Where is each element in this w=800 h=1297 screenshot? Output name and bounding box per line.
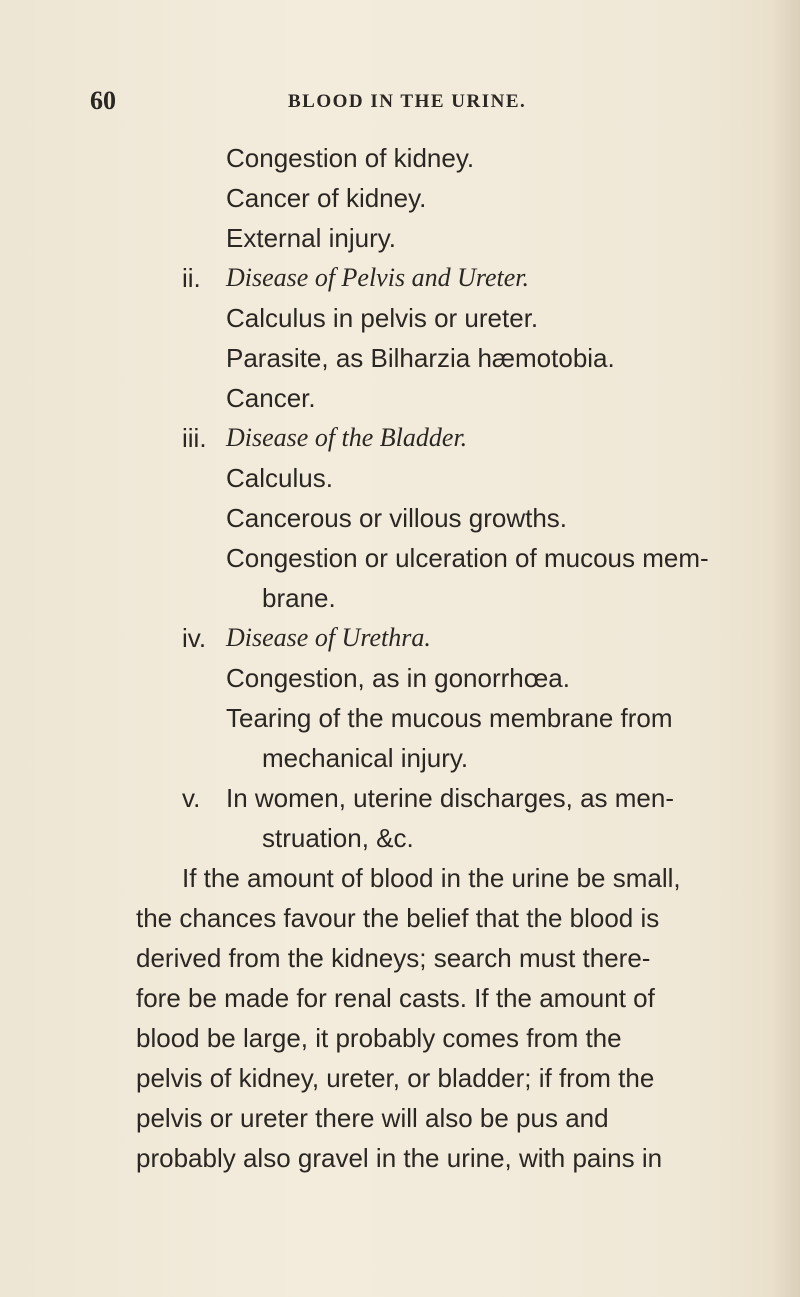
list-line: Calculus in pelvis or ureter. (226, 303, 539, 333)
paragraph-line: blood be large, it probably comes from the (136, 1023, 622, 1053)
list-number: ii. (182, 263, 201, 293)
list-line: Parasite, as Bilharzia hæmotobia. (226, 343, 615, 373)
paragraph-line: derived from the kidneys; search must there- (136, 943, 651, 973)
running-head-title: BLOOD IN THE URINE. (288, 91, 527, 112)
list-line: Congestion or ulceration of mucous mem- (226, 543, 709, 573)
paragraph-line: fore be made for renal casts. If the amount of (136, 983, 655, 1013)
paragraph-line: pelvis of kidney, ureter, or bladder; if from the (136, 1063, 655, 1093)
list-number: iii. (182, 423, 207, 453)
paragraph-line: probably also gravel in the urine, with pains in (136, 1143, 663, 1173)
section-heading: Disease of the Bladder. (226, 423, 468, 452)
list-line: mechanical injury. (262, 743, 469, 773)
list-line: brane. (262, 583, 336, 613)
running-head (0, 86, 800, 126)
section-heading: Disease of Urethra. (226, 623, 431, 652)
list-line: External injury. (226, 223, 397, 253)
list-line: Cancer. (226, 383, 316, 413)
list-line: Congestion of kidney. (226, 143, 475, 173)
list-number: iv. (182, 623, 207, 653)
list-line: Cancerous or villous growths. (226, 503, 568, 533)
list-line: Cancer of kidney. (226, 183, 427, 213)
list-number: v. (182, 783, 201, 813)
section-heading: Disease of Pelvis and Ureter. (226, 263, 530, 292)
list-line: In women, uterine discharges, as men- (226, 783, 674, 813)
page-number: 60 (90, 86, 116, 115)
list-line: Calculus. (226, 463, 333, 493)
list-line: Tearing of the mucous membrane from (226, 703, 673, 733)
paragraph-line: pelvis or ureter there will also be pus and (136, 1103, 609, 1133)
list-line: Congestion, as in gonorrhœa. (226, 663, 570, 693)
paragraph-line: If the amount of blood in the urine be small, (182, 863, 681, 893)
paragraph-line: the chances favour the belief that the blood is (136, 903, 660, 933)
list-line: struation, &c. (262, 823, 414, 853)
page-edge-shadow (770, 0, 800, 1297)
